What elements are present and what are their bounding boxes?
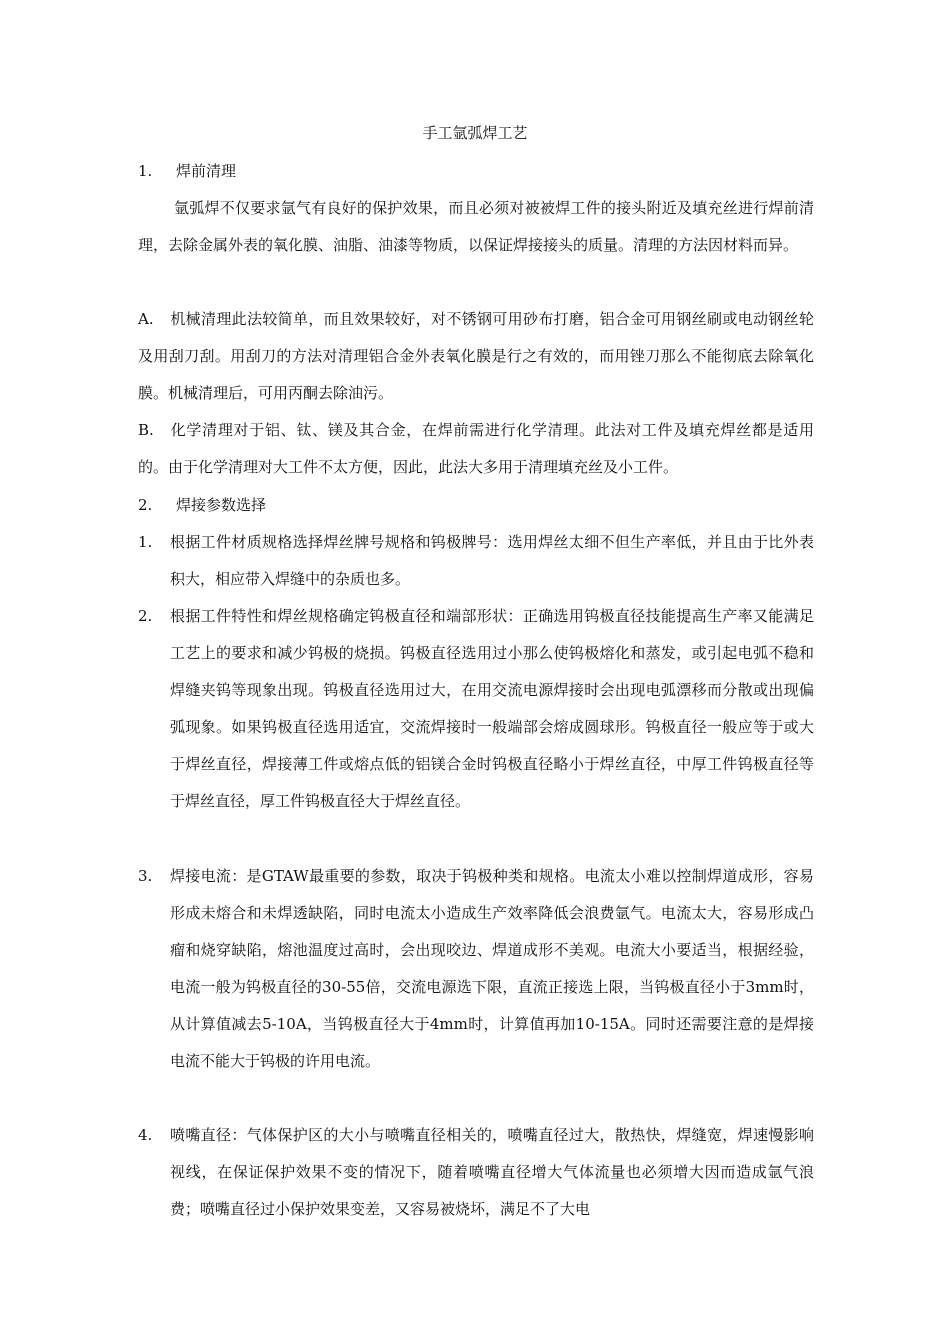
list-item-b bbox=[138, 412, 814, 486]
section-heading-2 bbox=[138, 494, 266, 516]
list-marker: B. bbox=[138, 421, 154, 439]
section-title: 焊接参数选择 bbox=[176, 496, 267, 514]
list-item-text: 焊接电流：是GTAW最重要的参数，取决于钨极种类和规格。电流太小难以控制焊道成形，容易形成未熔合和未焊透缺陷，同时电流太小造成生产效率降低会浪费氩气。电流太大，容易形成凸瘤和烧穿缺陷，熔池温度过高时，会出现咬边、焊道成形不美观。电流大小要适当，根据经验，电流一般为钨极直径的30-55倍，交流电源选下限，直流正接选上限，当钨极直径小于3mm时，从计算值减去5-10A，当钨极直径大于4mm时，计算值再加10-15A。同时还需要注意的是焊接电流不能大于钨极的许用电流。 bbox=[170, 867, 814, 1070]
list-marker: A. bbox=[138, 310, 154, 328]
section-number: 2. bbox=[138, 496, 153, 514]
list-marker: 3. bbox=[138, 867, 153, 885]
numbered-item-1 bbox=[138, 524, 814, 598]
intro-paragraph: 氩弧焊不仅要求氩气有良好的保护效果，而且必须对被被焊工件的接头附近及填充丝进行焊前清理，去除金属外表的氧化膜、油脂、油漆等物质，以保证焊接接头的质量。清理的方法因材料而异。 bbox=[138, 199, 814, 254]
list-item-text: 机械清理此法较简单，而且效果较好，对不锈钢可用砂布打磨，铝合金可用钢丝刷或电动钢丝轮及用刮刀刮。用刮刀的方法对清理铝合金外表氧化膜是行之有效的，而用锉刀那么不能彻底去除氧化膜。机械清理后，可用丙酮去除油污。 bbox=[138, 310, 814, 402]
list-item-a bbox=[138, 301, 814, 412]
list-item-text: 喷嘴直径：气体保护区的大小与喷嘴直径相关的，喷嘴直径过大，散热快，焊缝宽，焊速慢影响视线，在保证保护效果不变的情况下，随着喷嘴直径增大气体流量也必须增大因而造成氩气浪费；喷嘴直径过小保护效果变差，又容易被烧坏，满足不了大电 bbox=[170, 1126, 814, 1218]
list-item-text: 化学清理对于铝、钛、镁及其合金，在焊前需进行化学清理。此法对工件及填充焊丝都是适用的。由于化学清理对大工件不太方便，因此，此法大多用于清理填充丝及小工件。 bbox=[138, 421, 814, 476]
list-marker: 4. bbox=[138, 1126, 153, 1144]
numbered-item-3 bbox=[138, 858, 814, 1080]
list-item-text: 根据工件特性和焊丝规格确定钨极直径和端部形状：正确选用钨极直径技能提高生产率又能满足工艺上的要求和减少钨极的烧损。钨极直径选用过小那么使钨极熔化和蒸发，或引起电弧不稳和焊缝夹钨等现象出现。钨极直径选用过大，在用交流电源焊接时会出现电弧漂移而分散或出现偏弧现象。如果钨极直径选用适宜，交流焊接时一般端部会熔成圆球形。钨极直径一般应等于或大于焊丝直径，焊接薄工件或熔点低的铝镁合金时钨极直径略小于焊丝直径，中厚工件钨极直径等于焊丝直径，厚工件钨极直径大于焊丝直径。 bbox=[170, 607, 814, 810]
document-title: 手工氩弧焊工艺 bbox=[422, 124, 528, 142]
section-title: 焊前清理 bbox=[176, 162, 237, 180]
list-item-text: 根据工件材质规格选择焊丝牌号规格和钨极牌号：选用焊丝太细不但生产率低，并且由于比外表积大，相应带入焊缝中的杂质也多。 bbox=[170, 533, 814, 588]
section-heading-1 bbox=[138, 160, 236, 182]
list-marker: 2. bbox=[138, 607, 153, 625]
section-number: 1. bbox=[138, 162, 153, 180]
list-marker: 1. bbox=[138, 533, 153, 551]
numbered-item-2 bbox=[138, 598, 814, 820]
numbered-item-4 bbox=[138, 1117, 814, 1228]
